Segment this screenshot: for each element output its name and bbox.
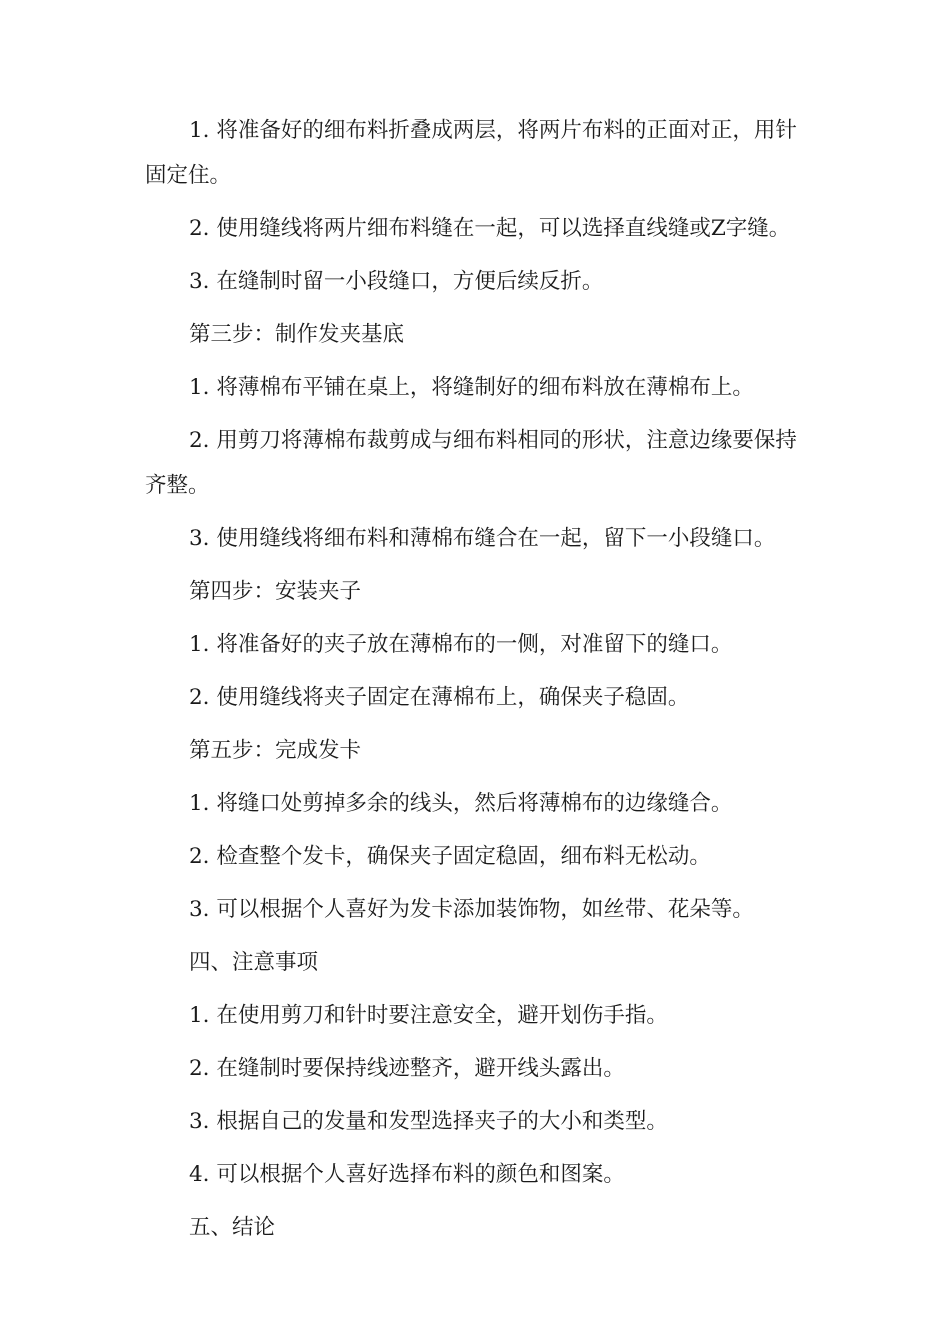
- paragraph-step5-item-2: 2. 检查整个发卡，确保夹子固定稳固，细布料无松动。: [189, 844, 711, 869]
- paragraph-notes-item-2: 2. 在缝制时要保持线迹整齐，避开线头露出。: [189, 1056, 625, 1081]
- heading-step-5: 第五步：完成发卡: [189, 738, 362, 763]
- paragraph-step4-item-1: 1. 将准备好的夹子放在薄棉布的一侧，对准留下的缝口。: [189, 632, 733, 657]
- paragraph-notes-item-4: 4. 可以根据个人喜好选择布料的颜色和图案。: [189, 1162, 625, 1187]
- paragraph-notes-item-1: 1. 在使用剪刀和针时要注意安全，避开划伤手指。: [189, 1003, 668, 1028]
- paragraph-step5-item-3: 3. 可以根据个人喜好为发卡添加装饰物，如丝带、花朵等。: [189, 897, 754, 922]
- paragraph-step2-item-2: 2. 使用缝线将两片细布料缝在一起，可以选择直线缝或Z字缝。: [189, 216, 791, 241]
- paragraph-step3-item-1: 1. 将薄棉布平铺在桌上，将缝制好的细布料放在薄棉布上。: [189, 375, 754, 400]
- paragraph-step3-item-3: 3. 使用缝线将细布料和薄棉布缝合在一起，留下一小段缝口。: [189, 526, 776, 551]
- paragraph-notes-item-3: 3. 根据自己的发量和发型选择夹子的大小和类型。: [189, 1109, 668, 1134]
- paragraph-step4-item-2: 2. 使用缝线将夹子固定在薄棉布上，确保夹子稳固。: [189, 685, 690, 710]
- document-body: [145, 108, 807, 1258]
- paragraph-step5-item-1: 1. 将缝口处剪掉多余的线头，然后将薄棉布的边缘缝合。: [189, 791, 733, 816]
- heading-section-5-conclusion: 五、结论: [189, 1215, 276, 1240]
- heading-section-4-notes: 四、注意事项: [189, 950, 319, 975]
- paragraph-step2-item-3: 3. 在缝制时留一小段缝口，方便后续反折。: [189, 269, 604, 294]
- paragraph-step3-item-2: 2. 用剪刀将薄棉布裁剪成与细布料相同的形状，注意边缘要保持齐整。: [145, 428, 797, 498]
- heading-step-4: 第四步：安装夹子: [189, 579, 362, 604]
- paragraph-step2-item-1: 1. 将准备好的细布料折叠成两层，将两片布料的正面对正，用针固定住。: [145, 118, 797, 188]
- heading-step-3: 第三步：制作发夹基底: [189, 322, 405, 347]
